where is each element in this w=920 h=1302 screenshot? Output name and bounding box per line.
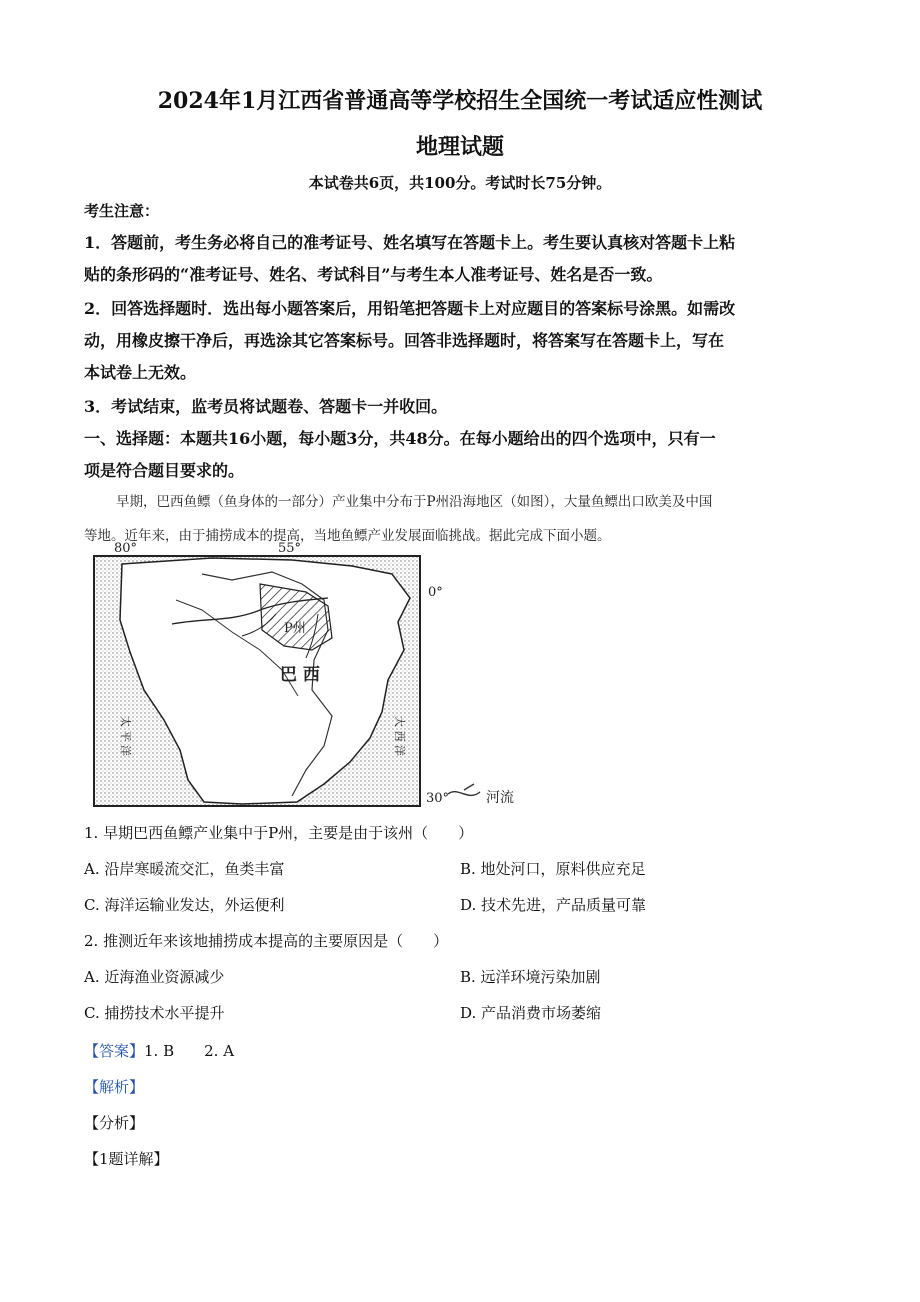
atlantic-label: 大 西 洋 <box>393 716 406 756</box>
question-2-option-a: A. 近海渔业资源减少 <box>84 968 225 986</box>
notice-item-1-line-2: 贴的条形码的“准考证号、姓名、考试科目”与考生本人准考证号、姓名是否一致。 <box>84 265 663 284</box>
lon-80-label: 80° <box>114 541 138 556</box>
notice-item-2-line-2: 动，用橡皮擦干净后，再选涂其它答案标号。回答非选择题时，将答案写在答题卡上，写在 <box>84 331 725 350</box>
question-2-stem: 2. 推测近年来该地捕捞成本提高的主要原因是（ ） <box>84 932 449 950</box>
exam-info: 本试卷共6页，共100分。考试时长75分钟。 <box>308 174 612 192</box>
answer-value: 1. B 2. A <box>144 1042 235 1060</box>
lat-0-label: 0° <box>428 585 443 600</box>
notice-heading: 考生注意： <box>84 202 160 220</box>
exam-title: 2024年1月江西省普通高等学校招生全国统一考试适应性测试 <box>157 88 763 114</box>
notice-item-2-line-3: 本试卷上无效。 <box>84 363 197 382</box>
section-heading-line-2: 项是符合题目要求的。 <box>84 461 245 480</box>
lat-30-label: 30° <box>426 791 450 806</box>
notice-item-1-line-1: 1．答题前，考生务必将自己的准考证号、姓名填写在答题卡上。考生要认真核对答题卡上粘 <box>84 233 736 252</box>
fenxi-label: 【分析】 <box>84 1114 145 1132</box>
notice-item-3: 3．考试结束，监考员将试题卷、答题卡一并收回。 <box>84 397 448 416</box>
brazil-map <box>92 540 562 810</box>
detail-label: 【1题详解】 <box>84 1150 169 1168</box>
exam-subject-title: 地理试题 <box>415 134 504 160</box>
p-state-label: P州 <box>284 621 306 636</box>
intro-line-1: 早期，巴西鱼鳔（鱼身体的一部分）产业集中分布于P州沿海地区（如图），大量鱼鳔出口欧美及中国 <box>116 494 713 510</box>
analysis-label: 【解析】 <box>84 1078 145 1096</box>
country-label: 巴 西 <box>280 665 320 685</box>
question-2-option-b: B. 远洋环境污染加剧 <box>460 968 601 986</box>
question-1-stem: 1. 早期巴西鱼鳔产业集中于P州，主要是由于该州（ ） <box>84 824 474 842</box>
answer-label: 【答案】 <box>84 1042 145 1060</box>
notice-item-2-line-1: 2．回答选择题时．选出每小题答案后，用铅笔把答题卡上对应题目的答案标号涂黑。如需改 <box>84 299 736 318</box>
question-1-option-a: A. 沿岸寒暖流交汇，鱼类丰富 <box>84 860 285 878</box>
question-1-option-d: D. 技术先进，产品质量可靠 <box>460 896 647 914</box>
intro-line-2: 等地。近年来，由于捕捞成本的提高，当地鱼鳔产业发展面临挑战。据此完成下面小题。 <box>84 528 611 544</box>
legend-river-label: 河流 <box>486 790 514 806</box>
legend-river-icon <box>448 784 480 795</box>
question-1-option-b: B. 地处河口，原料供应充足 <box>460 860 646 878</box>
question-2-option-c: C. 捕捞技术水平提升 <box>84 1004 225 1022</box>
question-2-option-d: D. 产品消费市场萎缩 <box>460 1004 602 1022</box>
lon-55-label: 55° <box>278 541 302 556</box>
answer-row <box>84 1040 234 1061</box>
section-heading-line-1: 一、选择题：本题共16小题，每小题3分，共48分。在每小题给出的四个选项中，只有一 <box>84 429 716 448</box>
pacific-label: 太 平 洋 <box>119 716 132 756</box>
question-1-option-c: C. 海洋运输业发达，外运便利 <box>84 896 285 914</box>
